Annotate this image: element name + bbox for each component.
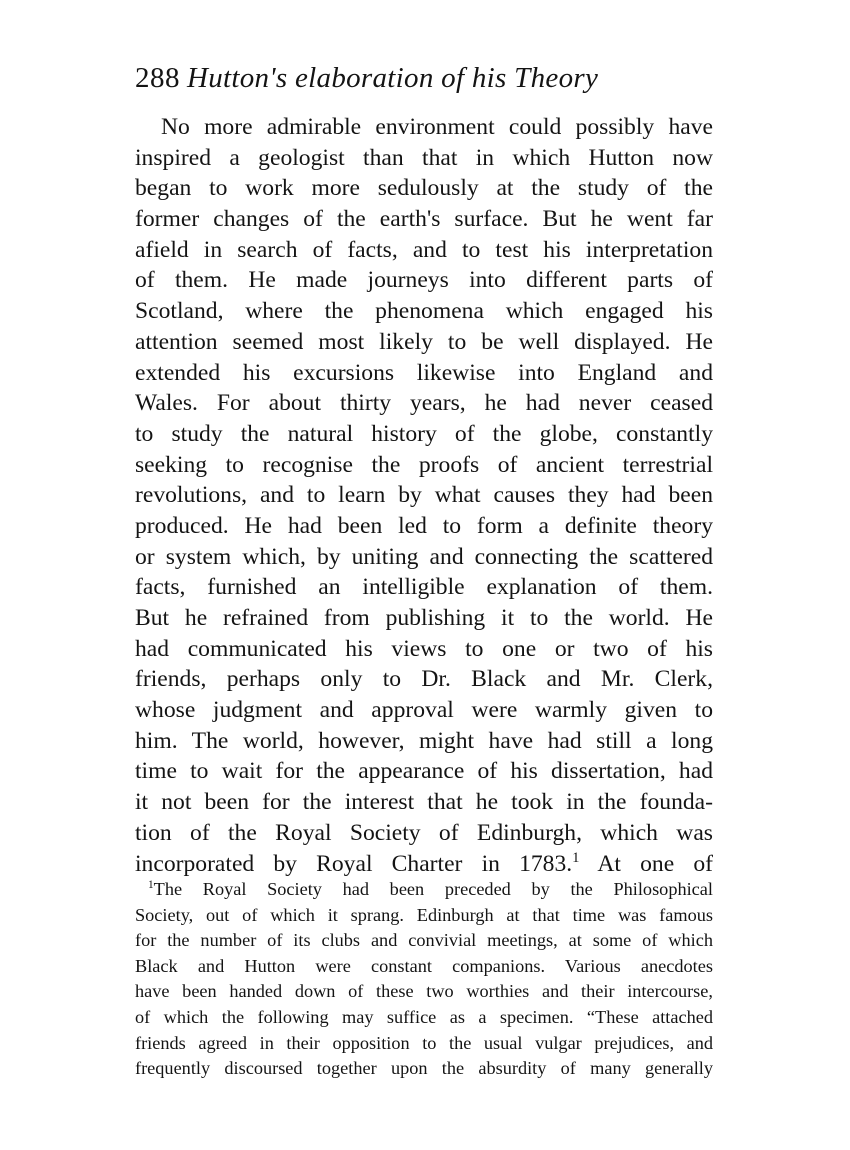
footnote-reference: 1: [572, 849, 580, 866]
text-line: friends, perhaps only to Dr. Black and Mr. Clerk,: [135, 666, 713, 693]
text-line: whose judgment and approval were warmly given to: [135, 697, 713, 724]
text-line: But he refrained from publishing it to the world. He: [135, 605, 713, 631]
text-line: tion of the Royal Society of Edinburgh, which was: [135, 819, 713, 846]
text-line: seeking to recognise the proofs of ancient terrestrial: [135, 451, 713, 478]
text-line: of them. He made journeys into different parts of: [135, 267, 713, 294]
text-line: began to work more sedulously at the study of the: [135, 175, 713, 202]
text-line: time to wait for the appearance of his dissertation, had: [135, 758, 713, 785]
text-line: Scotland, where the phenomena which engaged his: [135, 298, 713, 325]
text-line: to study the natural history of the globe, constantly: [135, 420, 713, 447]
text-line: inspired a geologist than that in which Hutton now: [135, 144, 713, 171]
text-line: facts, furnished an intelligible explanation of them.: [135, 574, 713, 601]
footnote-line: Black and Hutton were constant companions. Various anecdotes: [135, 955, 713, 976]
text-line: former changes of the earth's surface. But he went far: [135, 206, 713, 233]
text-line: attention seemed most likely to be well displayed. He: [135, 328, 713, 355]
text-line: revolutions, and to learn by what causes they had been: [135, 482, 713, 509]
footnote-line: for the number of its clubs and convivial meetings, at some of which: [135, 930, 713, 951]
footnote: [135, 877, 713, 1082]
footnote-line: frequently discoursed together upon the absurdity of many generally: [135, 1058, 713, 1079]
footnote-line: have been handed down of these two worthies and their intercourse,: [135, 981, 713, 1002]
body-text: [135, 112, 713, 879]
page-number: 288: [135, 62, 180, 94]
text-line-last-end: At one of: [579, 850, 713, 877]
footnote-marker: 1: [148, 878, 154, 891]
footnote-line: [135, 877, 713, 903]
text-line: extended his excursions likewise into England and: [135, 359, 713, 386]
text-line: No more admirable environment could possibly have: [161, 114, 713, 140]
footnote-first-line: The Royal Society had been preceded by the Philosophical: [153, 879, 713, 899]
text-line: it not been for the interest that he took in the founda-: [135, 789, 713, 816]
text-line: afield in search of facts, and to test his interpretation: [135, 236, 713, 263]
text-line: produced. He had been led to form a definite theory: [135, 512, 713, 539]
text-line-last: [135, 849, 713, 880]
text-line: Wales. For about thirty years, he had never ceased: [135, 390, 713, 417]
text-line: or system which, by uniting and connecting the scattered: [135, 543, 713, 570]
footnote-line: of which the following may suffice as a specimen. “These attached: [135, 1006, 713, 1027]
footnote-line: friends agreed in their opposition to the usual vulgar prejudices, and: [135, 1032, 713, 1053]
running-title: Hutton's elaboration of his Theory: [187, 62, 599, 94]
running-head: [135, 58, 725, 102]
text-line: him. The world, however, might have had still a long: [135, 727, 713, 754]
text-line: had communicated his views to one or two of his: [135, 635, 713, 662]
footnote-line: Society, out of which it sprang. Edinburgh at that time was famous: [135, 904, 713, 925]
text-line-last-start: incorporated by Royal Charter in 1783.: [135, 850, 573, 877]
